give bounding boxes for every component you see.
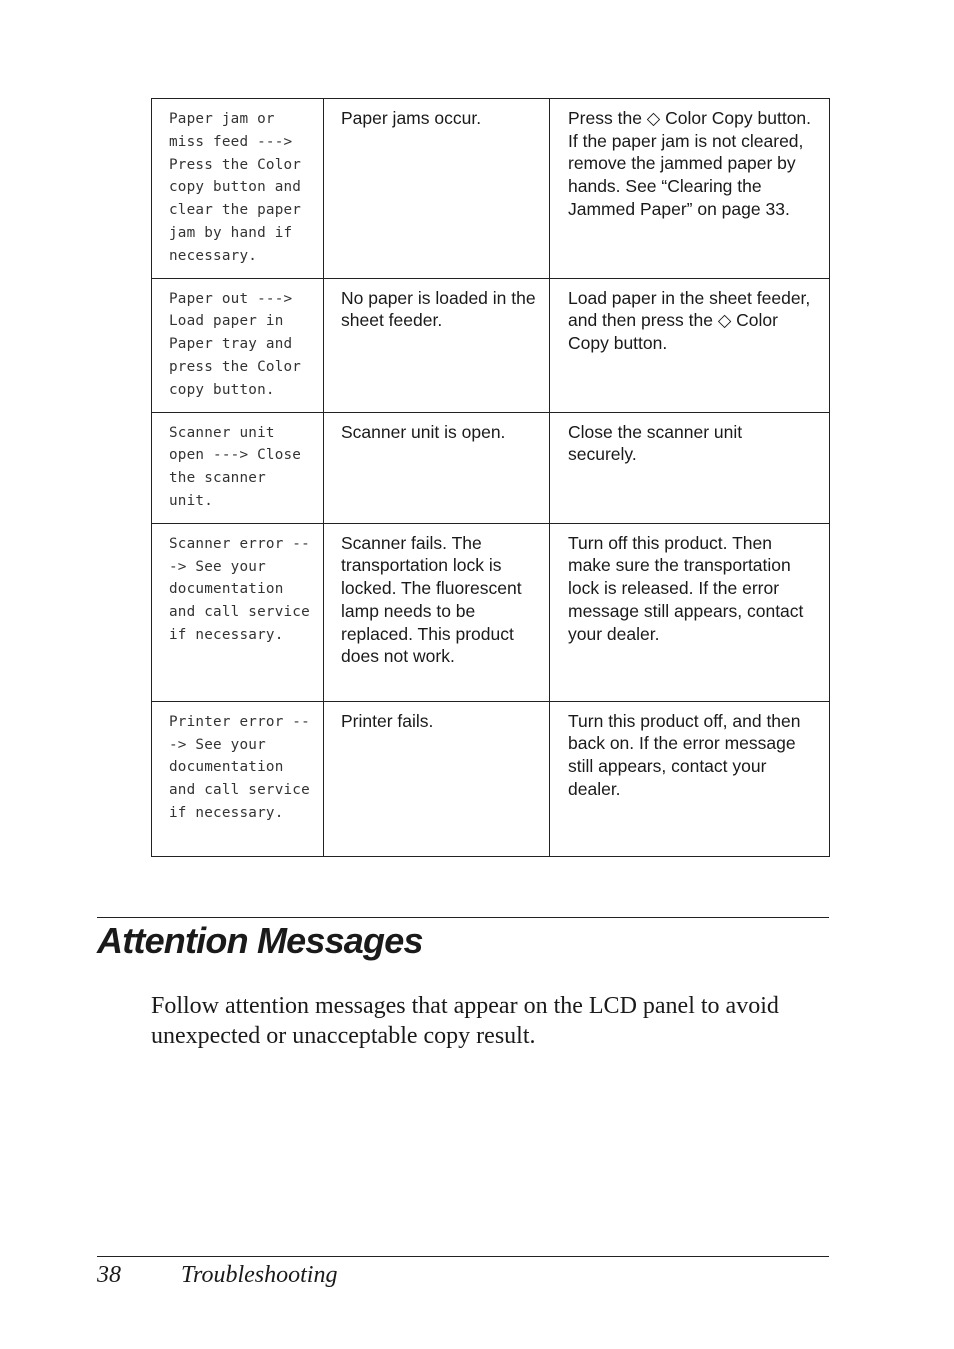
table-row (152, 412, 830, 523)
error-description: Scanner unit is open. (324, 412, 550, 523)
table-row (152, 701, 830, 856)
error-remedy: Turn this product off, and then back on. If the error message still appears, contact your dealer. (550, 701, 830, 856)
error-description: No paper is loaded in the sheet feeder. (324, 278, 550, 412)
error-message-table (151, 98, 830, 857)
error-description: Paper jams occur. (324, 99, 550, 279)
error-remedy: Load paper in the sheet feeder, and then press the ◇ Color Copy button. (550, 278, 830, 412)
table-row (152, 278, 830, 412)
error-remedy: Press the ◇ Color Copy button. If the paper jam is not cleared, remove the jammed paper by hands. See “Clearing the Jammed Paper” on page 33. (550, 99, 830, 279)
error-remedy: Close the scanner unit securely. (550, 412, 830, 523)
lcd-message: Paper out ---> Load paper in Paper tray and press the Color copy button. (152, 278, 324, 412)
section-title: Attention Messages (97, 920, 423, 961)
lcd-message: Scanner error ---> See your documentation and call service if necessary. (152, 523, 324, 701)
footer-divider (97, 1256, 829, 1257)
error-description: Scanner fails. The transportation lock is locked. The fluorescent lamp needs to be replaced. This product does not work. (324, 523, 550, 701)
section-body: Follow attention messages that appear on the LCD panel to avoid unexpected or unacceptable copy result. (151, 993, 779, 1049)
page-number: 38 (97, 1262, 121, 1288)
table-row (152, 99, 830, 279)
lcd-message: Printer error ---> See your documentation and call service if necessary. (152, 701, 324, 856)
footer-chapter-title: Troubleshooting (181, 1262, 338, 1288)
error-description: Printer fails. (324, 701, 550, 856)
table-row (152, 523, 830, 701)
lcd-message: Scanner unit open ---> Close the scanner unit. (152, 412, 324, 523)
lcd-message: Paper jam or miss feed ---> Press the Color copy button and clear the paper jam by hand if necessary. (152, 99, 324, 279)
error-remedy: Turn off this product. Then make sure the transportation lock is released. If the error message still appears, contact your dealer. (550, 523, 830, 701)
